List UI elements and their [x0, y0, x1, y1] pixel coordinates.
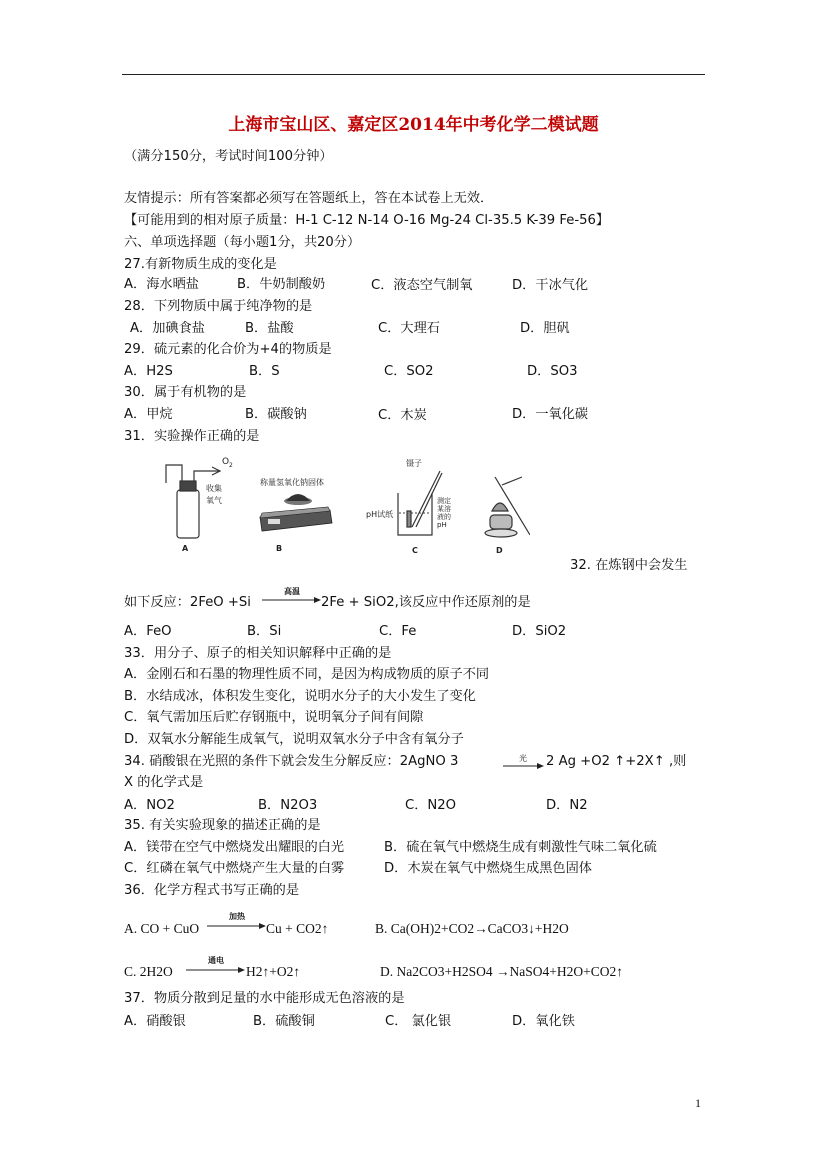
q33-option-d: D．双氧水分解能生成氧气，说明双氧水分子中含有氧分子 [124, 732, 464, 747]
q35-option-d: D．木炭在氧气中燃烧生成黑色固体 [384, 861, 592, 876]
q37-option-c: C． 氯化银 [385, 1014, 452, 1029]
q36-stem: 36．化学方程式书写正确的是 [124, 883, 300, 898]
section-heading: 六、单项选择题（每小题1分，共20分） [124, 235, 361, 250]
q28-option-c: C．大理石 [378, 321, 440, 336]
reaction-arrow-icon [503, 762, 545, 770]
q36-option-a-condition: 加热 [229, 912, 245, 921]
reaction-arrow-icon [207, 922, 267, 930]
q34-stem-line2: X 的化学式是 [124, 775, 204, 790]
beaker-icon [398, 471, 442, 535]
q32-condition: 高温 [284, 587, 300, 596]
fig-label-collect1: 收集 [206, 484, 222, 493]
q34-option-c: C．N2O [405, 798, 457, 813]
q29-option-d: D．SO3 [527, 364, 578, 379]
fig-label-measure4: pH [437, 521, 447, 529]
q29-stem: 29．硫元素的化合价为+4的物质是 [124, 342, 332, 357]
atomic-masses: 【可能用到的相对原子质量：H-1 C-12 N-14 O-16 Mg-24 Cl-35.5 K-39 Fe-56】 [124, 213, 610, 228]
q30-option-a: A．甲烷 [124, 407, 173, 422]
fig-label-o2-sub: 2 [229, 462, 233, 469]
q36-option-d: D. Na2CO3+H2SO4 →NaSO4+H2O+CO2↑ [380, 964, 623, 979]
q32-equation-right: 2Fe + SiO2,该反应中作还原剂的是 [321, 595, 531, 610]
test-tube-heating-icon [485, 477, 530, 537]
fig-label-c: C [412, 546, 418, 555]
subtitle: （满分150分，考试时间100分钟） [124, 149, 333, 164]
q27-option-b: B．牛奶制酸奶 [237, 277, 326, 292]
q28-option-d: D．胆矾 [520, 321, 570, 336]
q33-stem: 33．用分子、原子的相关知识解释中正确的是 [124, 646, 392, 661]
fig-label-b: B [276, 544, 283, 553]
q36-option-c-right: H2↑+O2↑ [246, 964, 301, 979]
q35-option-a: A．镁带在空气中燃烧发出耀眼的白光 [124, 840, 345, 855]
notice: 友情提示：所有答案都必须写在答题纸上，答在本试卷上无效． [124, 191, 494, 206]
fig-label-d: D [496, 546, 503, 555]
q32-option-d: D．SiO2 [512, 624, 567, 639]
q29-option-b: B．S [249, 364, 280, 379]
q27-option-d: D．干冰气化 [512, 278, 589, 293]
q34-option-a: A．NO2 [124, 798, 175, 813]
q32-option-a: A．FeO [124, 624, 172, 639]
fig-label-balance: 称量氢氧化钠固体 [260, 478, 324, 487]
q28-option-b: B．盐酸 [245, 321, 294, 336]
q37-stem: 37．物质分散到足量的水中能形成无色溶液的是 [124, 991, 405, 1006]
q35-option-b: B．硫在氧气中燃烧生成有刺激性气味二氧化硫 [384, 840, 657, 855]
fig-label-ph-paper: pH试纸 [366, 510, 394, 519]
q37-option-a: A．硝酸银 [124, 1014, 186, 1029]
fig-label-o2: O [222, 457, 230, 467]
q30-option-d: D．一氧化碳 [512, 407, 589, 422]
q28-stem: 28．下列物质中属于纯净物的是 [124, 299, 313, 314]
q36-option-a-left: A. CO + CuO [124, 921, 200, 936]
q36-option-a-right: Cu + CO2↑ [266, 921, 329, 936]
q34-stem-left: 34. 硝酸银在光照的条件下就会发生分解反应：2AgNO 3 [124, 754, 459, 769]
q31-stem: 31．实验操作正确的是 [124, 429, 260, 444]
reaction-arrow-icon [186, 966, 246, 974]
q30-option-c: C．木炭 [378, 408, 427, 423]
q29-option-a: A．H2S [124, 364, 173, 379]
q34-option-b: B．N2O3 [258, 798, 318, 813]
fig-label-measure2: 某溶 [437, 505, 451, 513]
page-title: 上海市宝山区、嘉定区2014年中考化学二模试题 [228, 115, 599, 135]
q34-condition: 光 [519, 754, 527, 763]
q27-option-a: A．海水晒盐 [124, 277, 199, 292]
q31-figure [150, 455, 530, 563]
fig-label-measure1: 测定 [437, 497, 451, 505]
q28-option-a: A．加碘食盐 [130, 321, 205, 336]
q27-option-c: C．液态空气制氧 [371, 278, 473, 293]
q30-option-b: B．碳酸钠 [245, 407, 307, 422]
reaction-arrow-icon [262, 596, 322, 604]
fig-label-measure3: 液的 [437, 513, 451, 521]
q33-option-b: B．水结成冰，体积发生变化，说明水分子的大小发生了变化 [124, 689, 476, 704]
q32-equation-left: 如下反应：2FeO +Si [124, 595, 251, 610]
q36-option-c-condition: 通电 [208, 956, 224, 965]
page-number: 1 [695, 1096, 701, 1110]
fig-label-a: A [182, 544, 189, 553]
fig-label-collect2: 氧气 [206, 496, 222, 505]
q29-option-c: C．SO2 [384, 364, 434, 379]
q36-option-b: B. Ca(OH)2+CO2→CaCO3↓+H2O [375, 921, 569, 936]
fig-label-tweezers: 镊子 [406, 459, 422, 468]
q30-stem: 30．属于有机物的是 [124, 385, 247, 400]
header-rule [122, 74, 705, 75]
q36-option-c-left: C. 2H2O [124, 964, 173, 979]
q35-stem: 35. 有关实验现象的描述正确的是 [124, 818, 321, 833]
q37-option-b: B．硫酸铜 [253, 1014, 315, 1029]
q32-option-b: B．Si [247, 624, 282, 639]
q32-option-c: C．Fe [379, 624, 417, 639]
q34-option-d: D．N2 [546, 798, 588, 813]
q32-stem-start: 32. 在炼钢中会发生 [570, 558, 688, 573]
q33-option-a: A．金刚石和石墨的物理性质不同，是因为构成物质的原子不同 [124, 667, 490, 682]
balance-icon [260, 494, 332, 531]
q27-stem: 27.有新物质生成的变化是 [124, 257, 277, 272]
q33-option-c: C．氧气需加压后贮存钢瓶中，说明氧分子间有间隙 [124, 710, 424, 725]
q34-stem-right: 2 Ag +O2 ↑+2X↑ ,则 [546, 754, 687, 769]
q35-option-c: C．红磷在氧气中燃烧产生大量的白雾 [124, 861, 345, 876]
q37-option-d: D．氧化铁 [512, 1014, 575, 1029]
